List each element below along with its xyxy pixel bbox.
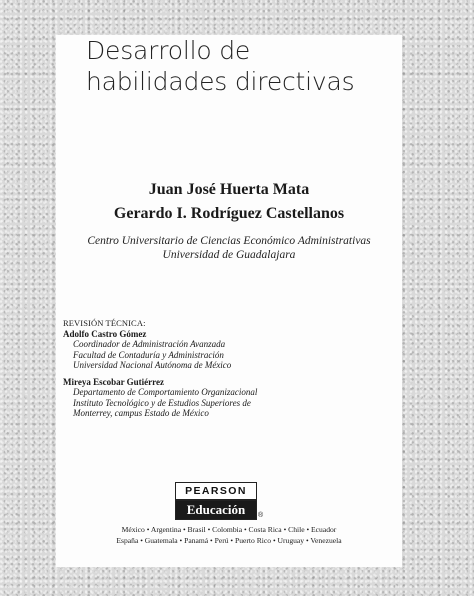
reviewer-name: Adolfo Castro Gómez	[63, 328, 147, 339]
author-2: Gerardo I. Rodríguez Castellanos	[113, 205, 345, 222]
registered-mark: ®	[258, 512, 264, 519]
reviewer-detail: Monterrey, campus Estado de México	[73, 408, 209, 418]
book-title-line-1: Desarrollo de	[86, 36, 251, 65]
reviewer-detail: Universidad Nacional Autónoma de México	[73, 360, 232, 370]
publisher-countries	[56, 524, 402, 546]
institution-line-2: Universidad de Guadalajara	[162, 249, 296, 261]
reviewer-name: Mireya Escobar Gutiérrez	[63, 376, 164, 387]
countries-line-1: México • Argentina • Brasil • Colombia • Costa Rica • Chile • Ecuador	[121, 525, 337, 534]
technical-review-heading: REVISIÓN TÉCNICA:	[63, 318, 146, 328]
title-page	[56, 35, 402, 567]
author-1: Juan José Huerta Mata	[148, 181, 310, 198]
reviewer-detail: Coordinador de Administración Avanzada	[73, 339, 226, 349]
pearson-logo-wordmark: PEARSON	[175, 482, 257, 500]
institution-line-1: Centro Universitario de Ciencias Económico Administrativas	[87, 235, 371, 247]
technical-review	[63, 318, 393, 425]
reviewer	[63, 377, 393, 419]
pearson-logo-educacion: Educación	[175, 500, 257, 520]
authors	[56, 178, 402, 226]
countries-line-2: España • Guatemala • Panamá • Perú • Puerto Rico • Uruguay • Venezuela	[116, 536, 342, 545]
reviewer-detail: Facultad de Contaduría y Administración	[73, 349, 224, 360]
pearson-logo	[175, 482, 265, 520]
institution	[56, 234, 402, 262]
reviewer-detail: Instituto Tecnológico y de Estudios Superiores de	[73, 397, 251, 408]
reviewer-detail: Departamento de Comportamiento Organizacional	[73, 387, 258, 397]
reviewer	[63, 329, 393, 371]
book-title	[86, 35, 402, 97]
book-title-line-2: habilidades directivas	[86, 67, 355, 96]
